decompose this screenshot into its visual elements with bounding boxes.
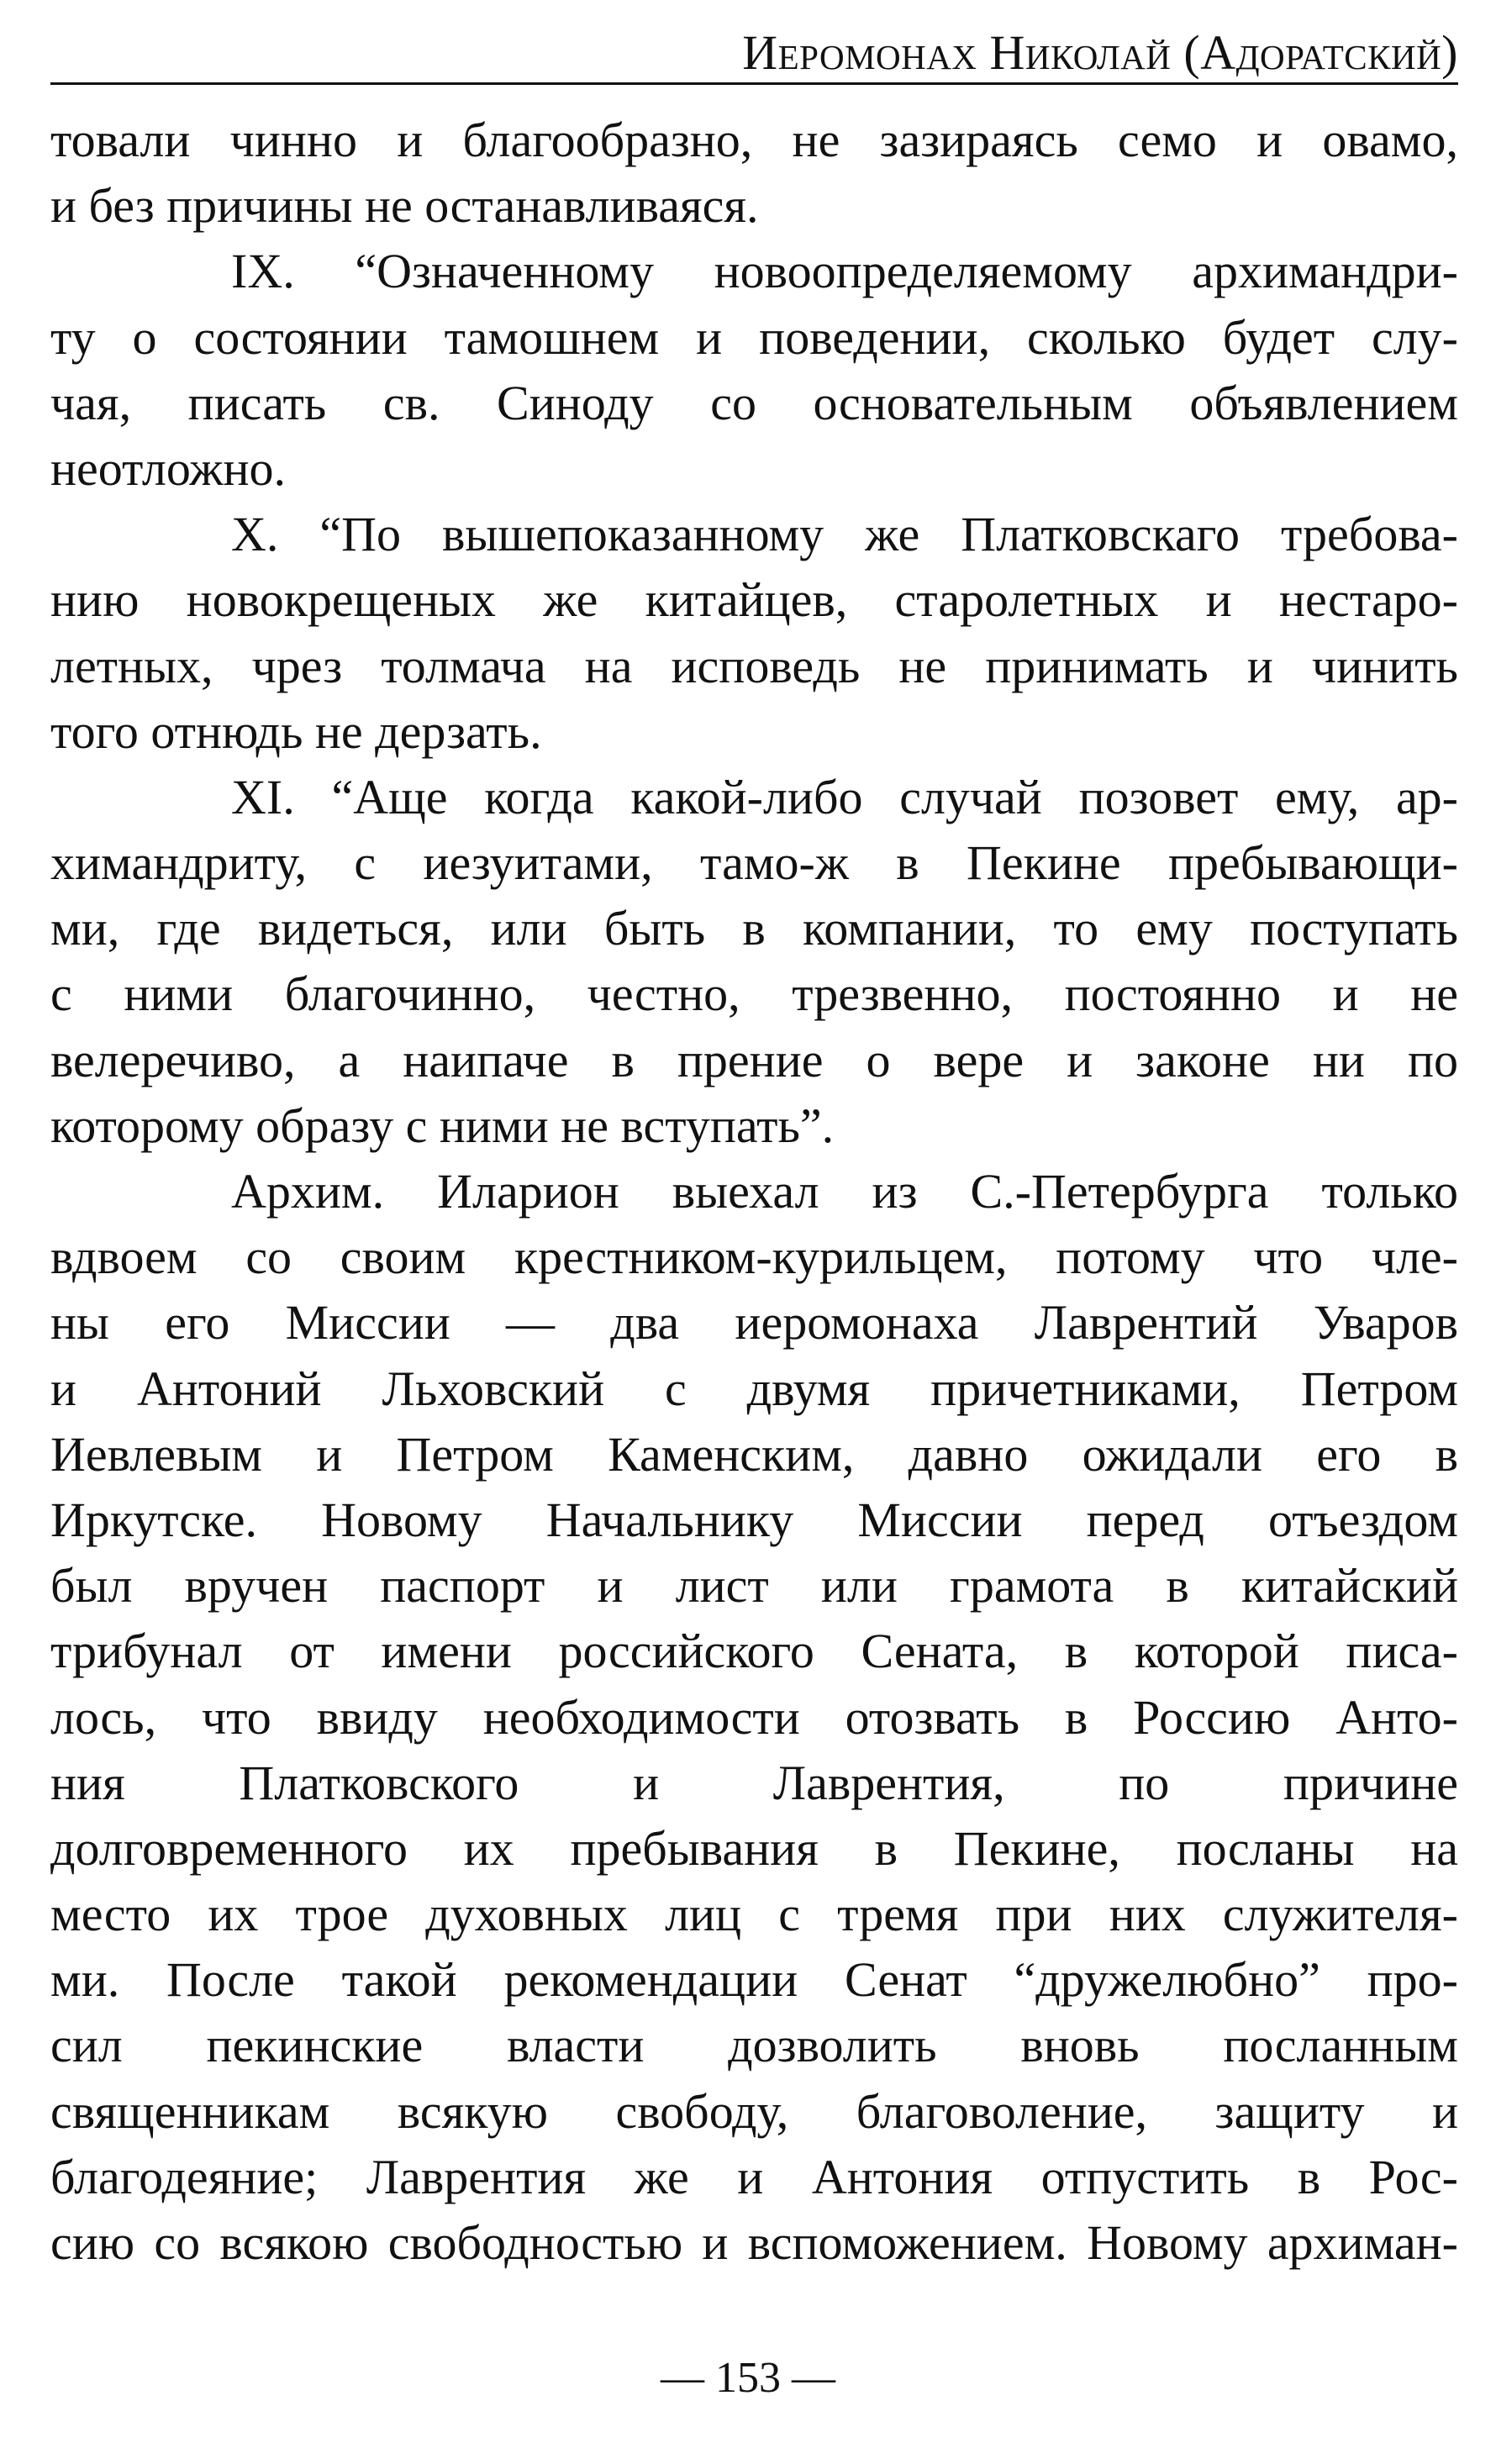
text-line: которому образу с ними не вступать”. bbox=[50, 1098, 835, 1153]
text-line: ния Платковского и Лаврентия, по причине bbox=[50, 1755, 1458, 1810]
text-line: неотложно. bbox=[50, 440, 287, 496]
page-number: — 153 — bbox=[661, 2354, 835, 2402]
text-line: Иевлевым и Петром Каменским, давно ожидали его в bbox=[50, 1426, 1458, 1482]
text-line: трибунал от имени российского Сената, в которой писа- bbox=[50, 1624, 1458, 1679]
text-line: сию со всякою свободностью и вспоможением. Новому архиман- bbox=[50, 2215, 1458, 2270]
running-head bbox=[50, 24, 1458, 85]
text-line: сил пекинские власти дозволить вновь посланным bbox=[50, 2018, 1458, 2073]
text-line: был вручен паспорт и лист или грамота в китайский bbox=[50, 1558, 1458, 1614]
body-text bbox=[50, 108, 1458, 2276]
text-line: долговременного их пребывания в Пекине, посланы на bbox=[50, 1820, 1458, 1876]
text-line: ны его Миссии — два иеромонаха Лаврентий Уваров bbox=[50, 1295, 1458, 1350]
text-line: велеречиво, а наипаче в прение о вере и законе ни по bbox=[50, 1032, 1458, 1087]
text-line: ту о состоянии тамошнем и поведении, сколько будет слу- bbox=[50, 309, 1458, 365]
text-line: и Антоний Льховский с двумя причетниками, Петром bbox=[50, 1361, 1458, 1416]
text-line: ми. После такой рекомендации Сенат “дружелюбно” про- bbox=[50, 1952, 1458, 2008]
text-line: X. “По вышепоказанному же Платковскаго требова- bbox=[231, 507, 1458, 562]
text-line: IX. “Означенному новоопределяемому архимандри- bbox=[231, 244, 1458, 299]
text-line: место их трое духовных лиц с тремя при них служителя- bbox=[50, 1887, 1458, 1942]
text-line: Архим. Иларион выехал из С.-Петербурга только bbox=[231, 1164, 1458, 1219]
text-line: товали чинно и благообразно, не зазираясь семо и овамо, bbox=[50, 113, 1458, 167]
text-line: ми, где видеться, или быть в компании, то ему поступать bbox=[50, 901, 1458, 956]
running-head-title: Иеромонах Николай (Адоратский) bbox=[742, 25, 1458, 80]
text-line: XI. “Аще когда какой-либо случай позовет ему, ар- bbox=[231, 769, 1458, 824]
text-line: с ними благочинно, честно, трезвенно, постоянно и не bbox=[50, 966, 1458, 1022]
text-line: химандриту, с иезуитами, тамо-ж в Пекине пребывающи- bbox=[50, 835, 1458, 891]
text-line: благодеяние; Лаврентия же и Антония отпустить в Рос- bbox=[50, 2149, 1458, 2204]
text-line: и без причины не останавливаяся. bbox=[50, 178, 759, 234]
text-line: того отнюдь не дерзать. bbox=[50, 703, 542, 759]
text-line: летных, чрез толмача на исповедь не принимать и чинить bbox=[50, 638, 1458, 693]
text-line: вдвоем со своим крестником-курильцем, потому что чле- bbox=[50, 1229, 1458, 1285]
text-line: нию новокрещеных же китайцев, старолетных и нестаро- bbox=[50, 572, 1458, 628]
text-line: священникам всякую свободу, благоволение, защиту и bbox=[50, 2083, 1458, 2139]
text-line: Иркутске. Новому Начальнику Миссии перед отъездом bbox=[50, 1492, 1458, 1547]
text-line: чая, писать св. Синоду со основательным объявлением bbox=[50, 375, 1458, 430]
text-line: лось, что ввиду необходимости отозвать в Россию Анто- bbox=[50, 1689, 1458, 1745]
